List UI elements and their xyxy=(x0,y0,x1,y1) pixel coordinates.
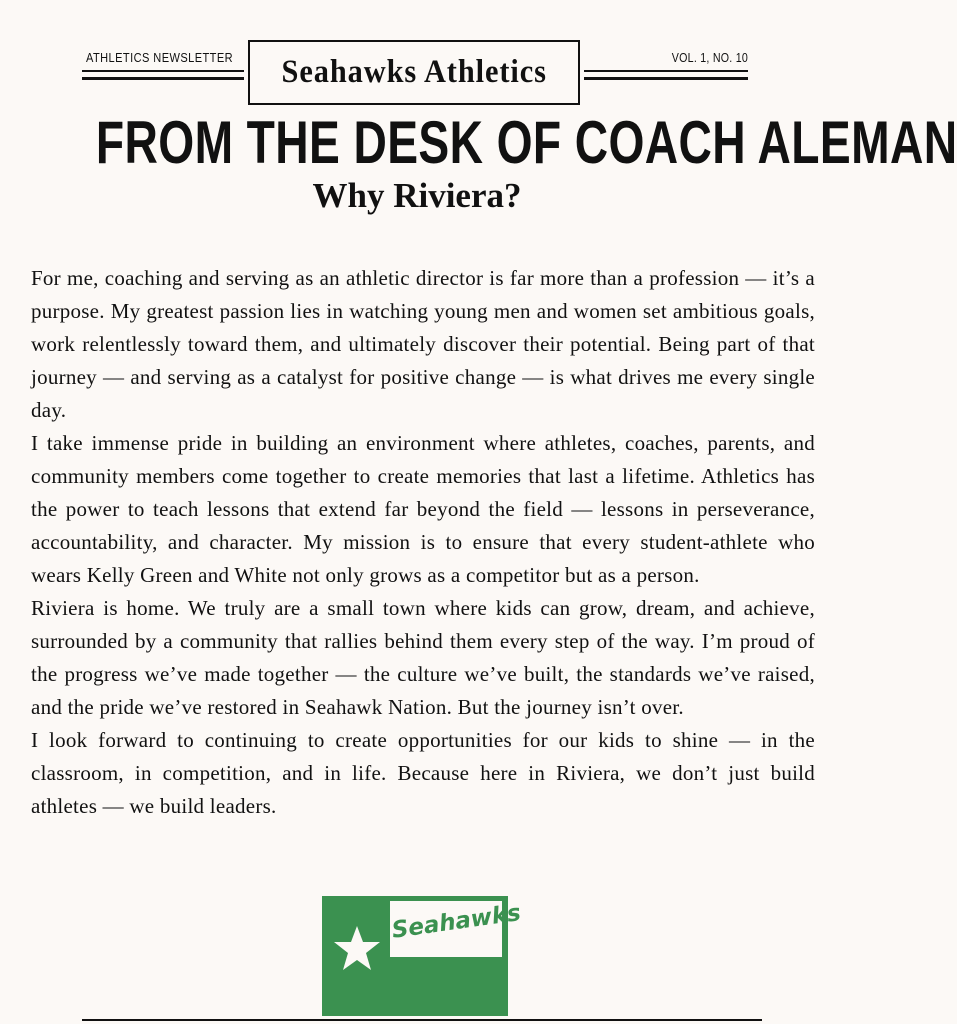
masthead-rule-right-bottom xyxy=(584,77,748,80)
footer-rule xyxy=(82,1019,762,1021)
masthead xyxy=(0,0,834,110)
logo-wordmark: Seahawks xyxy=(390,900,523,944)
article-body xyxy=(31,262,815,823)
article-paragraph: I look forward to continuing to create opportunities for our kids to shine — in the classroom, in competition, and in life. Because here in Riviera, we don’t just build athletes — we build leaders. xyxy=(31,728,815,818)
masthead-title: Seahawks Athletics xyxy=(281,54,547,90)
page-subhead: Why Riviera? xyxy=(312,176,522,215)
article-paragraph: For me, coaching and serving as an athletic director is far more than a profession — it’s a purpose. My greatest passion lies in watching young men and women set ambitious goals, work relentlessly toward them, and ultimately discover their potential. Being part of that journey — and serving as a catalyst for positive change — is what drives me every single day. xyxy=(31,266,815,422)
article-paragraph: Riviera is home. We truly are a small town where kids can grow, dream, and achieve, surrounded by a community that rallies behind them every step of the way. I’m proud of the progress we’ve made together — the culture we’ve built, the standards we’ve raised, and the pride we’ve restored in Seahawk Nation. But the journey isn’t over. xyxy=(31,596,815,719)
seahawks-logo xyxy=(322,896,523,1016)
article-paragraph: I take immense pride in building an environment where athletes, coaches, parents, and community members come together to create memories that last a lifetime. Athletics has the power to teach lessons that extend far beyond the field — lessons in perseverance, accountability, and character. My mission is to ensure that every student-athlete who wears Kelly Green and White not only grows as a competitor but as a person. xyxy=(31,431,815,587)
newsletter-label: ATHLETICS NEWSLETTER xyxy=(86,50,234,65)
masthead-title-box xyxy=(248,40,580,105)
page-headline: FROM THE DESK OF COACH ALEMAN xyxy=(95,109,957,176)
issue-number: VOL. 1, NO. 10 xyxy=(671,50,748,65)
masthead-rule-left-bottom xyxy=(82,77,244,80)
masthead-rule-right-top xyxy=(584,70,748,72)
masthead-rule-left-top xyxy=(82,70,244,72)
star-icon xyxy=(332,924,382,974)
